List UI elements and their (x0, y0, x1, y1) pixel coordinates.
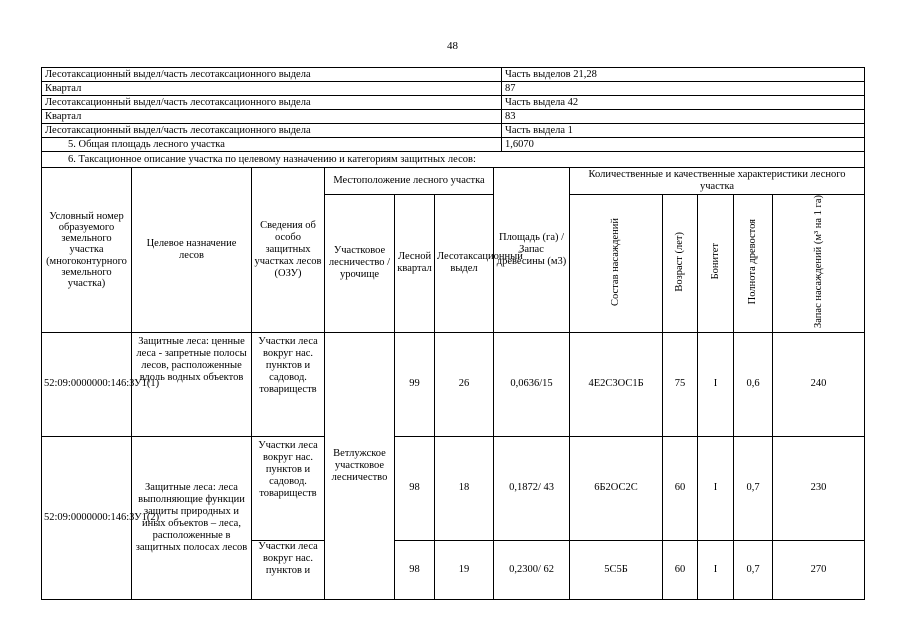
info-label: Квартал (42, 110, 502, 124)
cell-plot (42, 332, 160, 436)
cell-ozu (252, 436, 325, 540)
header-quarter: Лесной квартал (395, 195, 435, 333)
info-label: Лесотаксационный выдел/часть лесотаксационного выдела (42, 124, 502, 138)
cell-area: 0,0636/15 (494, 332, 570, 436)
info-row (42, 110, 865, 124)
cell-forestry (325, 332, 395, 599)
cell-stock: 240 (773, 332, 865, 436)
cell-quarter: 98 (395, 540, 435, 599)
cell-stock: 230 (773, 436, 865, 540)
cell-quarter: 99 (395, 332, 435, 436)
header-composition (570, 195, 663, 333)
info-value: Часть выдела 42 (502, 96, 865, 110)
cell-purpose-text: Защитные леса: леса выполняющие функции защиты природных и иных объектов – леса, расположенные в защитных полосах лесов (135, 481, 248, 553)
cell-density: 0,7 (734, 540, 773, 599)
cell-area: 0,1872/ 43 (494, 436, 570, 540)
header-ozu: Сведения об особо защитных участках лесов (ОЗУ) (252, 168, 325, 333)
info-value: 87 (502, 82, 865, 96)
table-row (42, 436, 865, 540)
header-plot-number: Условный номер образуемого земельного участка (многоконтурного земельного участка) (42, 168, 132, 333)
cell-age: 75 (663, 332, 698, 436)
table-row (42, 332, 865, 436)
cell-plot (42, 436, 160, 599)
cell-purpose-text: Защитные леса: ценные леса - запретные полосы лесов, расположенные вдоль водных объектов (136, 335, 247, 383)
cell-age: 60 (663, 540, 698, 599)
header-location-group: Местоположение лесного участка (325, 168, 494, 195)
section-caption-row (42, 152, 865, 168)
header-age-text: Возраст (лет) (674, 231, 686, 292)
header-density-text: Полнота древостоя (747, 218, 759, 305)
info-value: 83 (502, 110, 865, 124)
cell-ozu (252, 540, 325, 599)
cell-ozu-text: Участки леса вокруг нас. пунктов и садовод. товариществ (258, 335, 318, 395)
info-label: Лесотаксационный выдел/часть лесотаксационного выдела (42, 68, 502, 82)
cell-subcompartment: 19 (435, 540, 494, 599)
cell-area: 0,2300/ 62 (494, 540, 570, 599)
header-purpose: Целевое назначение лесов (132, 168, 252, 333)
cell-bonitet: I (698, 540, 734, 599)
cell-quarter: 98 (395, 436, 435, 540)
total-area-label: 5. Общая площадь лесного участка (42, 138, 502, 152)
info-row (42, 96, 865, 110)
header-density (734, 195, 773, 333)
cell-ozu-text: Участки леса вокруг нас. пунктов и садовод. товариществ (258, 439, 318, 499)
info-value: Часть выдела 1 (502, 124, 865, 138)
cell-plot-text: 52:09:0000000:146:ЗУ1(2) (44, 511, 160, 523)
total-area-row (42, 138, 865, 152)
cell-density: 0,7 (734, 436, 773, 540)
cell-ozu-text: Участки леса вокруг нас. пунктов и (258, 540, 318, 576)
total-area-value: 1,6070 (502, 138, 865, 152)
cell-composition: 5С5Б (570, 540, 663, 599)
header-subcompartment: Лесотаксационный выдел (435, 195, 494, 333)
header-stock-per-ha-text: Запас насаждений (м³ на 1 га) (812, 195, 824, 328)
header-forestry: Участковое лесничество / урочище (325, 195, 395, 333)
section6-caption: 6. Таксационное описание участка по целевому назначению и категориям защитных лесов: (42, 152, 865, 168)
header-row-1 (42, 168, 865, 195)
header-area-stock: Площадь (га) / Запас древесины (м3) (494, 168, 570, 333)
header-age (663, 195, 698, 333)
header-composition-text: Состав насаждений (610, 217, 622, 306)
cell-plot-text: 52:09:0000000:146:ЗУ1(1) (44, 378, 160, 390)
cell-subcompartment: 18 (435, 436, 494, 540)
document-sheet (41, 67, 864, 600)
cell-ozu (252, 332, 325, 436)
header-bonitet-text: Бонитет (709, 243, 721, 280)
cell-subcompartment: 26 (435, 332, 494, 436)
cell-purpose (132, 436, 252, 599)
cell-density: 0,6 (734, 332, 773, 436)
info-row (42, 124, 865, 138)
cell-forestry-text: Ветлужское участковое лесничество (331, 447, 388, 483)
cell-bonitet: I (698, 436, 734, 540)
cell-composition: 4Е2С3ОС1Б (570, 332, 663, 436)
cell-age: 60 (663, 436, 698, 540)
info-row (42, 68, 865, 82)
header-bonitet (698, 195, 734, 333)
taxation-table (41, 167, 865, 600)
cell-stock: 270 (773, 540, 865, 599)
info-label: Квартал (42, 82, 502, 96)
cell-bonitet: I (698, 332, 734, 436)
page-number: 48 (447, 40, 458, 52)
header-stock-per-ha (773, 195, 865, 333)
info-row (42, 82, 865, 96)
info-value: Часть выделов 21,28 (502, 68, 865, 82)
info-table (41, 67, 865, 168)
cell-composition: 6Б2ОС2С (570, 436, 663, 540)
info-label: Лесотаксационный выдел/часть лесотаксационного выдела (42, 96, 502, 110)
header-characteristics-group: Количественные и качественные характеристики лесного участка (570, 168, 865, 195)
